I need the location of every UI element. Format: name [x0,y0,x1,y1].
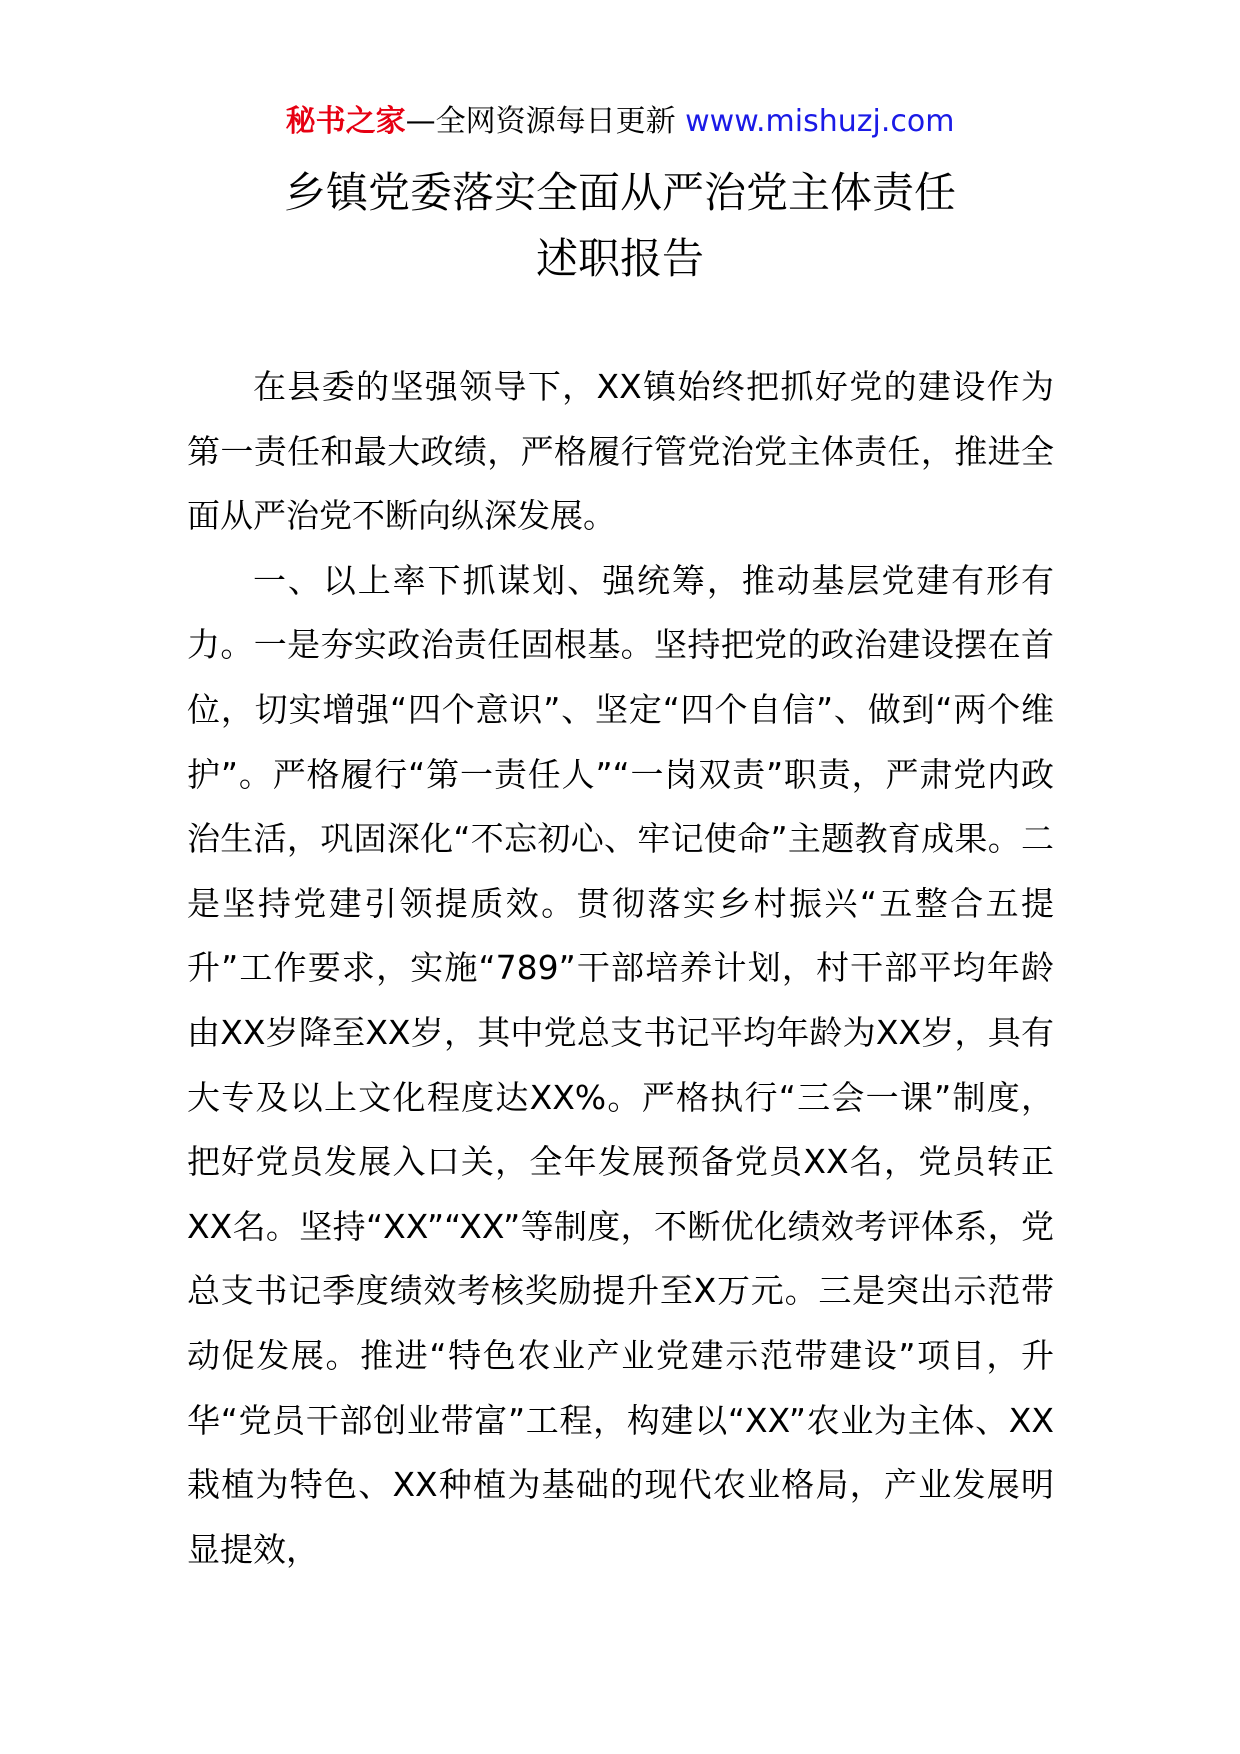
document-body [187,355,1054,1582]
document-title-line-2: 述职报告 [535,234,704,283]
site-header [0,102,1240,142]
body-paragraph-intro: 在县委的坚强领导下，XX镇始终把抓好党的建设作为第一责任和最大政绩，严格履行管党治党主体责任，推进全面从严治党不断向纵深发展。 [187,367,1054,536]
header-tagline: —全网资源每日更新 [405,104,686,139]
brand-name: 秘书之家 [285,104,406,139]
document-title-line-1: 乡镇党委落实全面从严治党主体责任 [283,168,956,217]
site-url-link[interactable]: www.mishuzj.com [685,104,955,139]
body-paragraph-section-1: 一、以上率下抓谋划、强统筹，推动基层党建有形有力。一是夯实政治责任固根基。坚持把党的政治建设摆在首位，切实增强“四个意识”、坚定“四个自信”、做到“两个维护”。严格履行“第一责任人”“一岗双责”职责，严肃党内政治生活，巩固深化“不忘初心、牢记使命”主题教育成果。二是坚持党建引领提质效。贯彻落实乡村振兴“五整合五提升”工作要求，实施“789”干部培养计划，村干部平均年龄由XX岁降至XX岁，其中党总支书记平均年龄为XX岁，具有大专及以上文化程度达XX%。严格执行“三会一课”制度，把好党员发展入口关，全年发展预备党员XX名，党员转正XX名。坚持“XX”“XX”等制度，不断优化绩效考评体系，党总支书记季度绩效考核奖励提升至X万元。三是突出示范带动促发展。推进“特色农业产业党建示范带建设”项目，升华“党员干部创业带富”工程，构建以“XX”农业为主体、XX栽植为特色、XX种植为基础的现代农业格局，产业发展明显提效， [187,560,1054,1569]
